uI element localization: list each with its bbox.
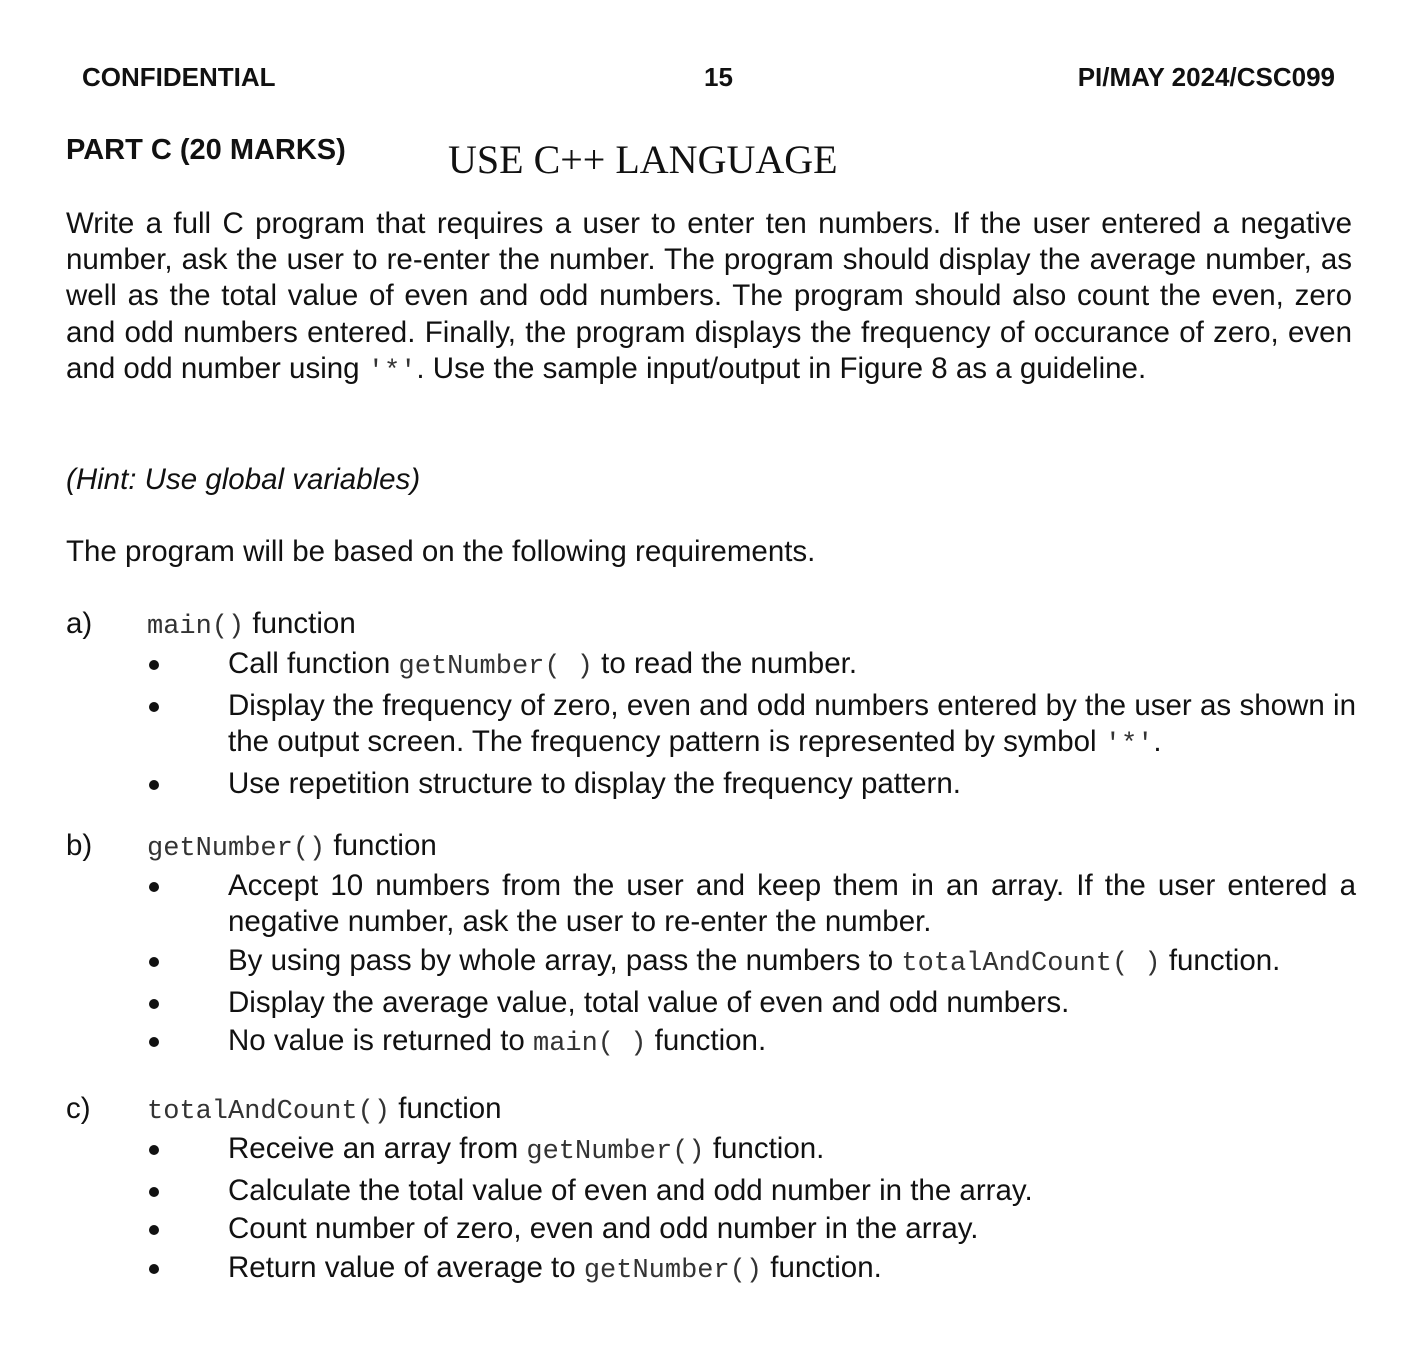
bullet-icon bbox=[149, 1037, 159, 1047]
page-header bbox=[82, 62, 1335, 98]
list-item bbox=[66, 1023, 1356, 1062]
bullet-text: function. bbox=[704, 1132, 825, 1165]
section-a-word: function bbox=[244, 607, 356, 640]
bullet-text: function. bbox=[646, 1024, 767, 1058]
bullet-text: Call function bbox=[228, 647, 399, 680]
bullet-icon bbox=[149, 1225, 159, 1235]
section-b-letter: b) bbox=[66, 829, 93, 862]
list-item bbox=[66, 688, 1356, 763]
bullet-text: Use repetition structure to display the frequency pattern. bbox=[228, 766, 961, 800]
bullet-text: . bbox=[1153, 724, 1162, 758]
bullet-text: function. bbox=[1160, 943, 1281, 977]
bullet-icon bbox=[149, 702, 159, 712]
bullet-text: Calculate the total value of even and odd number in the array. bbox=[228, 1173, 1033, 1207]
section-c-bullets bbox=[66, 1131, 1356, 1289]
bullet-text: By using pass by whole array, pass the numbers to bbox=[228, 943, 902, 977]
section-a-heading bbox=[66, 606, 1356, 646]
section-c-word: function bbox=[390, 1092, 502, 1125]
question-intro bbox=[66, 206, 1352, 390]
confidential-label: CONFIDENTIAL bbox=[82, 62, 276, 92]
language-title: USE C++ LANGUAGE bbox=[448, 137, 838, 182]
bullet-text: to read the number. bbox=[592, 647, 858, 680]
bullet-icon bbox=[149, 780, 159, 790]
section-b bbox=[66, 828, 1356, 1065]
section-c bbox=[66, 1091, 1356, 1292]
section-b-func: getNumber() bbox=[147, 834, 326, 864]
section-a bbox=[66, 606, 1356, 804]
section-a-letter: a) bbox=[66, 607, 93, 640]
intro-symbol: '*' bbox=[367, 356, 417, 387]
bullet-text: function. bbox=[762, 1251, 882, 1285]
list-item bbox=[66, 943, 1356, 982]
bullet-code: getNumber( ) bbox=[398, 652, 593, 682]
section-b-heading bbox=[66, 828, 1356, 868]
intro-text-2: . Use the sample input/output in Figure 8 as a guideline. bbox=[416, 351, 1147, 385]
section-c-title bbox=[147, 1091, 502, 1130]
list-item bbox=[66, 1173, 1356, 1209]
list-item bbox=[66, 1250, 1356, 1289]
requirements-intro: The program will be based on the following requirements. bbox=[66, 535, 816, 568]
bullet-icon bbox=[149, 1264, 159, 1274]
bullet-text: Display the frequency of zero, even and odd numbers entered by the user as shown in the output screen. The frequency pattern is represented by symbol bbox=[228, 688, 1356, 758]
list-item bbox=[66, 1131, 1356, 1170]
section-b-title bbox=[147, 828, 437, 867]
list-item bbox=[66, 1211, 1356, 1247]
list-item bbox=[66, 868, 1356, 940]
section-b-word: function bbox=[325, 829, 437, 862]
section-a-func: main() bbox=[147, 612, 245, 642]
list-item bbox=[66, 646, 1356, 685]
bullet-text: Receive an array from bbox=[228, 1132, 527, 1165]
bullet-icon bbox=[149, 957, 159, 967]
list-item bbox=[66, 766, 1356, 802]
intro-text-1: Write a full C program that requires a user to enter ten numbers. If the user entered a negative number, ask the user to re-enter the number. The program should display the average number, as well as the total value of even and odd numbers. The program should also count the even, zero and odd numbers entered. Finally, the program displays the frequency of occurance of zero, even and odd number using bbox=[66, 207, 1352, 385]
bullet-text: Accept 10 numbers from the user and keep them in an array. If the user entered a negative number, ask the user to re-enter the number. bbox=[228, 869, 1356, 939]
section-c-letter: c) bbox=[66, 1092, 91, 1125]
list-item bbox=[66, 985, 1356, 1021]
page-number: 15 bbox=[704, 62, 733, 92]
bullet-text: Return value of average to bbox=[228, 1251, 584, 1285]
bullet-icon bbox=[149, 1187, 159, 1197]
bullet-code: '*' bbox=[1104, 729, 1154, 760]
bullet-text: Count number of zero, even and odd number in the array. bbox=[228, 1212, 979, 1246]
bullet-icon bbox=[149, 1145, 159, 1155]
section-a-title bbox=[147, 606, 356, 645]
bullet-icon bbox=[149, 999, 159, 1009]
bullet-icon bbox=[149, 660, 159, 670]
bullet-text: No value is returned to bbox=[228, 1024, 533, 1058]
bullet-icon bbox=[149, 882, 159, 892]
part-title: PART C (20 MARKS) bbox=[66, 134, 346, 166]
exam-code: PI/MAY 2024/CSC099 bbox=[1077, 62, 1335, 92]
hint-text: (Hint: Use global variables) bbox=[66, 463, 421, 496]
bullet-code: main( ) bbox=[533, 1029, 647, 1060]
bullet-code: getNumber() bbox=[526, 1137, 705, 1167]
section-c-heading bbox=[66, 1091, 1356, 1131]
section-a-bullets bbox=[66, 646, 1356, 802]
section-b-bullets bbox=[66, 868, 1356, 1063]
bullet-code: totalAndCount( ) bbox=[901, 948, 1161, 979]
bullet-code: getNumber() bbox=[583, 1256, 763, 1287]
section-c-func: totalAndCount() bbox=[147, 1097, 391, 1127]
bullet-text: Display the average value, total value of even and odd numbers. bbox=[228, 985, 1070, 1019]
